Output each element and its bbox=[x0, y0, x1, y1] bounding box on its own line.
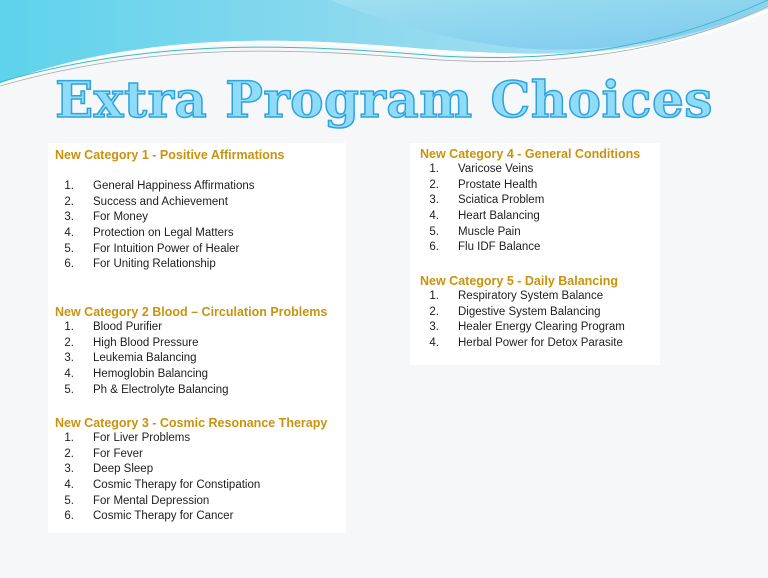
category-heading: New Category 3 - Cosmic Resonance Therapy bbox=[55, 416, 328, 430]
category-3 bbox=[55, 416, 327, 525]
category-item-list bbox=[55, 431, 327, 525]
list-item: 2. Digestive System Balancing bbox=[429, 305, 601, 318]
category-item-list bbox=[420, 289, 625, 352]
list-item: 2. Success and Achievement bbox=[64, 195, 228, 208]
list-item: 5. For Mental Depression bbox=[64, 494, 210, 507]
list-item: 5. For Intuition Power of Healer bbox=[64, 242, 240, 255]
list-item: 3. Healer Energy Clearing Program bbox=[429, 321, 625, 334]
list-item: 5. Muscle Pain bbox=[429, 225, 521, 238]
list-item: 1. For Liver Problems bbox=[64, 432, 191, 444]
list-item: 1. Blood Purifier bbox=[64, 321, 163, 333]
category-heading: New Category 5 - Daily Balancing bbox=[420, 274, 618, 288]
list-item: 3. Deep Sleep bbox=[64, 463, 154, 476]
list-item: 1. Respiratory System Balance bbox=[429, 290, 604, 302]
list-item: 6. For Uniting Relationship bbox=[64, 258, 216, 271]
category-item-list bbox=[55, 179, 284, 273]
list-item: 3. For Money bbox=[64, 211, 148, 224]
list-item: 5. Ph & Electrolyte Balancing bbox=[64, 383, 229, 396]
category-heading: New Category 1 - Positive Affirmations bbox=[55, 148, 285, 162]
category-item-list bbox=[420, 162, 640, 256]
list-item: 1. General Happiness Affirmations bbox=[64, 180, 255, 192]
list-item: 6. Cosmic Therapy for Cancer bbox=[64, 510, 234, 523]
list-item: 4. Herbal Power for Detox Parasite bbox=[429, 337, 623, 350]
list-item: 1. Varicose Veins bbox=[429, 163, 534, 175]
list-item: 3. Sciatica Problem bbox=[429, 194, 545, 207]
list-item: 4. Protection on Legal Matters bbox=[64, 227, 234, 240]
list-item: 2. Prostate Health bbox=[429, 178, 538, 191]
category-2 bbox=[55, 305, 327, 398]
list-item: 3. Leukemia Balancing bbox=[64, 352, 197, 365]
list-item: 4. Cosmic Therapy for Constipation bbox=[64, 479, 261, 492]
list-item: 4. Heart Balancing bbox=[429, 210, 540, 223]
list-item: 6. Flu IDF Balance bbox=[429, 241, 541, 254]
category-heading: New Category 4 - General Conditions bbox=[420, 147, 641, 161]
category-4 bbox=[420, 147, 640, 256]
list-item: 2. High Blood Pressure bbox=[64, 336, 199, 349]
list-item: 4. Hemoglobin Balancing bbox=[64, 368, 209, 381]
list-item: 2. For Fever bbox=[64, 447, 143, 460]
category-5 bbox=[420, 274, 625, 352]
slide-title: Extra Program Choices bbox=[55, 70, 713, 129]
category-1 bbox=[55, 148, 284, 273]
category-heading: New Category 2 Blood – Circulation Problems bbox=[55, 305, 328, 319]
category-item-list bbox=[55, 320, 327, 398]
